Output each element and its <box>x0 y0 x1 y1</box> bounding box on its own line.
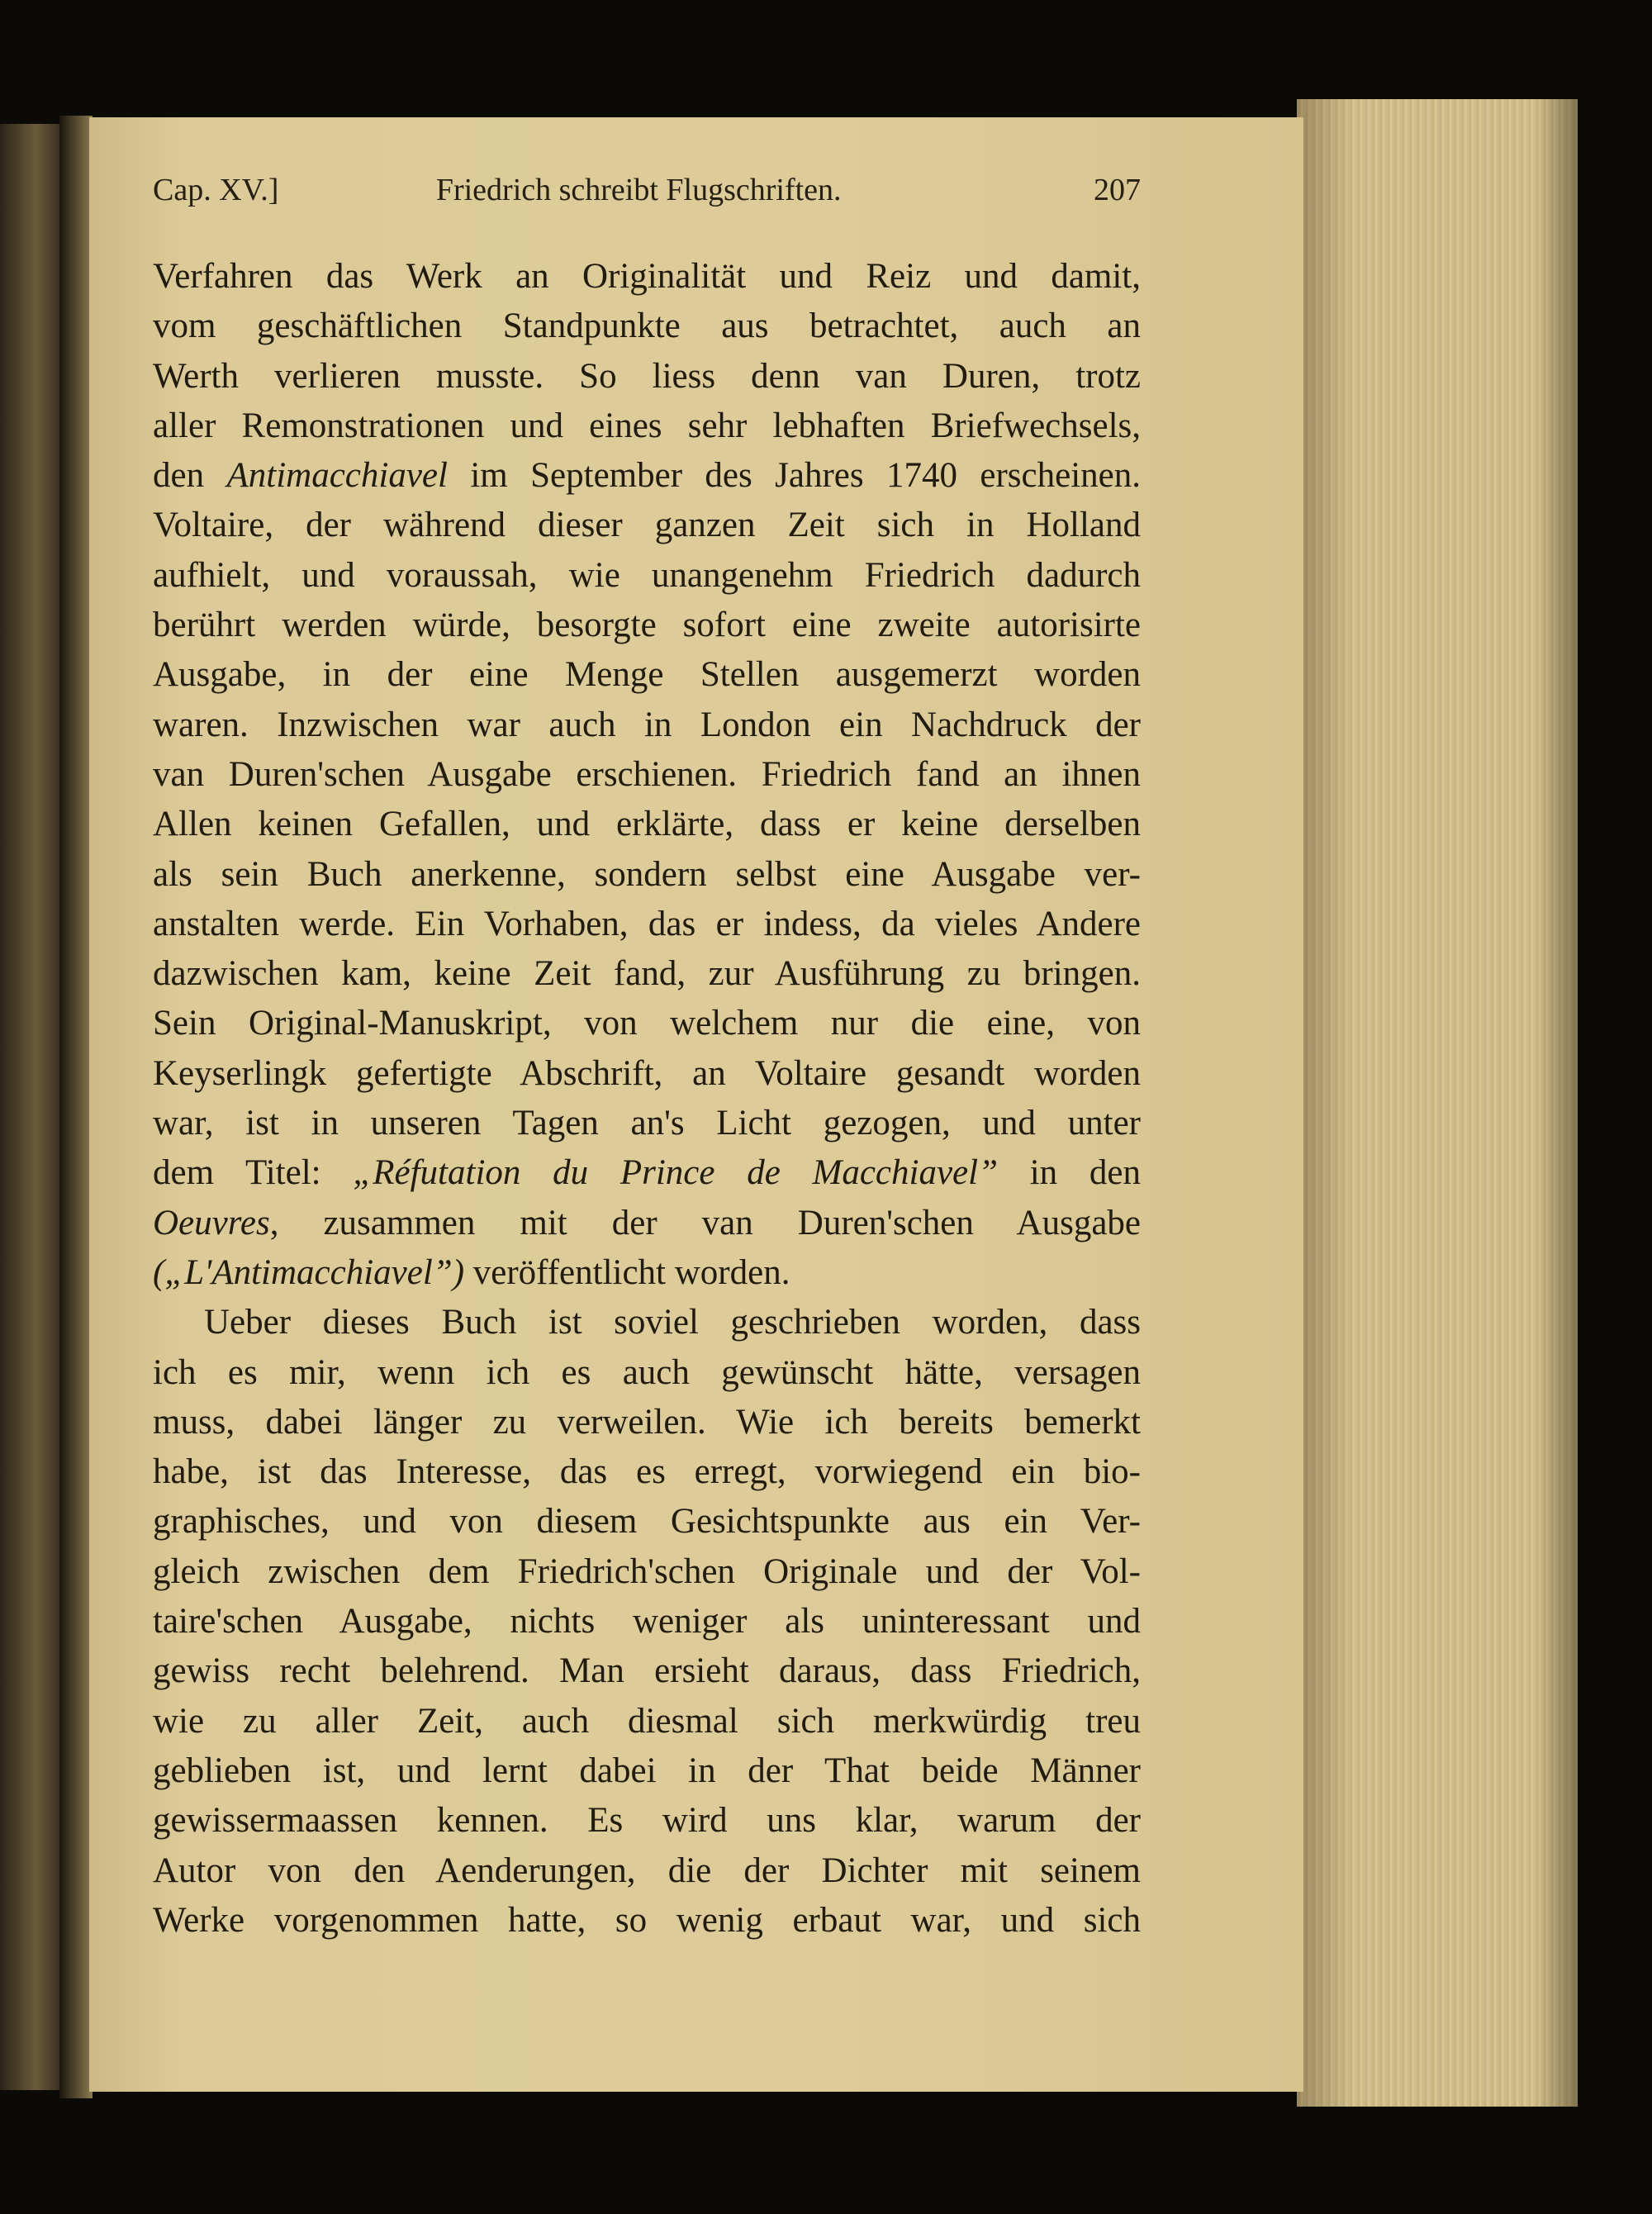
text-segment: wie zu aller Zeit, auch diesmal sich merkwürdig treu <box>153 1701 1141 1741</box>
text-segment: graphisches, und von diesem Gesichtspunkte aus ein Ver- <box>153 1502 1141 1542</box>
text-line <box>153 302 1141 351</box>
text-segment: , zusammen mit der van Duren'schen Ausgabe <box>269 1203 1141 1242</box>
text-segment: im September des Jahres 1740 erscheinen. <box>447 456 1141 496</box>
text-segment: Ueber dieses Buch ist soviel geschrieben worden, dass <box>204 1303 1141 1342</box>
text-segment: ich es mir, wenn ich es auch gewünscht hätte, versagen <box>153 1352 1141 1392</box>
text-segment: taire'schen Ausgabe, nichts weniger als uninteressant und <box>153 1602 1141 1641</box>
text-segment: dem Titel: <box>153 1153 354 1193</box>
text-segment: geblieben ist, und lernt dabei in der That beide Männer <box>153 1751 1141 1790</box>
text-line <box>153 1646 1141 1696</box>
book-gutter <box>59 116 93 2098</box>
text-line <box>153 1099 1141 1148</box>
text-segment: in den <box>997 1153 1141 1193</box>
text-line <box>153 252 1141 302</box>
text-segment: war, ist in unseren Tagen an's Licht gezogen, und unter <box>153 1104 1141 1143</box>
text-segment: Werke vorgenommen hatte, so wenig erbaut war, und sich <box>153 1900 1141 1940</box>
text-segment: waren. Inzwischen war auch in London ein Nachdruck der <box>153 705 1141 744</box>
text-line <box>153 650 1141 700</box>
running-header <box>153 172 1141 213</box>
text-segment: van Duren'schen Ausgabe erschienen. Friedrich fand an ihnen <box>153 754 1141 794</box>
left-page-edge <box>0 124 59 2090</box>
text-line <box>153 1248 1141 1298</box>
text-line <box>153 401 1141 451</box>
italic-text: („L'Antimacchiavel”) <box>153 1252 465 1292</box>
text-line <box>153 1199 1141 1248</box>
text-line <box>153 900 1141 949</box>
text-segment: habe, ist das Interesse, das es erregt, vorwiegend ein bio- <box>153 1452 1141 1492</box>
text-line <box>153 1846 1141 1896</box>
page-block-shade <box>1297 99 1578 2107</box>
text-line <box>153 352 1141 401</box>
page-number: 207 <box>1094 173 1141 207</box>
text-segment: muss, dabei länger zu verweilen. Wie ich bereits bemerkt <box>153 1402 1141 1442</box>
text-segment: anstalten werde. Ein Vorhaben, das er indess, da vieles Andere <box>153 904 1141 943</box>
text-line <box>153 1398 1141 1447</box>
text-line <box>153 501 1141 550</box>
text-line <box>153 850 1141 900</box>
text-segment: Keyserlingk gefertigte Abschrift, an Voltaire gesandt worden <box>153 1053 1141 1093</box>
italic-text: Antimacchiavel <box>226 456 448 496</box>
text-line <box>153 1896 1141 1946</box>
text-segment: Sein Original-Manuskript, von welchem nur die eine, von <box>153 1004 1141 1043</box>
italic-text: „Réfutation du Prince de Macchiavel” <box>353 1153 998 1193</box>
text-line <box>153 451 1141 501</box>
text-line <box>153 1497 1141 1546</box>
text-segment: den <box>153 456 227 496</box>
text-line <box>153 750 1141 800</box>
text-segment: gleich zwischen dem Friedrich'schen Originale und der Vol- <box>153 1551 1141 1591</box>
text-line <box>153 551 1141 601</box>
text-line <box>153 701 1141 750</box>
text-segment: Allen keinen Gefallen, und erklärte, dass er keine derselben <box>153 805 1141 844</box>
text-segment: Autor von den Aenderungen, die der Dichter mit seinem <box>153 1851 1141 1890</box>
text-segment: dazwischen kam, keine Zeit fand, zur Ausführung zu bringen. <box>153 954 1141 994</box>
text-segment: Voltaire, der während dieser ganzen Zeit sich in Holland <box>153 506 1141 545</box>
text-line <box>153 1148 1141 1198</box>
text-segment: aller Remonstrationen und eines sehr lebhaften Briefwechsels, <box>153 406 1141 445</box>
text-segment: gewiss recht belehrend. Man ersieht daraus, dass Friedrich, <box>153 1651 1141 1691</box>
text-segment: Werth verlieren musste. So liess denn van Duren, trotz <box>153 356 1141 396</box>
text-line <box>153 1697 1141 1746</box>
running-title: Friedrich schreibt Flugschriften. <box>435 173 842 207</box>
text-line <box>153 1298 1141 1347</box>
text-segment: als sein Buch anerkenne, sondern selbst eine Ausgabe ver- <box>153 854 1141 894</box>
text-line <box>153 800 1141 849</box>
chapter-label: Cap. XV.] <box>153 173 279 207</box>
italic-text: Oeuvres <box>153 1203 270 1242</box>
text-line <box>153 949 1141 999</box>
text-segment: aufhielt, und voraussah, wie unangenehm Friedrich dadurch <box>153 555 1141 595</box>
text-segment: gewissermaassen kennen. Es wird uns klar, warum der <box>153 1801 1141 1841</box>
text-line <box>153 1049 1141 1099</box>
text-line <box>153 1547 1141 1597</box>
text-line <box>153 999 1141 1048</box>
text-line <box>153 1447 1141 1497</box>
text-segment: Verfahren das Werk an Originalität und Reiz und damit, <box>153 257 1141 296</box>
body-text <box>153 252 1141 1946</box>
text-segment: veröffentlicht worden. <box>464 1252 790 1292</box>
text-segment: Ausgabe, in der eine Menge Stellen ausgemerzt worden <box>153 655 1141 695</box>
text-line <box>153 1597 1141 1646</box>
text-line <box>153 1348 1141 1398</box>
text-line <box>153 1746 1141 1796</box>
text-segment: vom geschäftlichen Standpunkte aus betrachtet, auch an <box>153 306 1141 346</box>
text-line <box>153 601 1141 650</box>
text-segment: berührt werden würde, besorgte sofort eine zweite autorisirte <box>153 606 1141 645</box>
text-line <box>153 1796 1141 1846</box>
